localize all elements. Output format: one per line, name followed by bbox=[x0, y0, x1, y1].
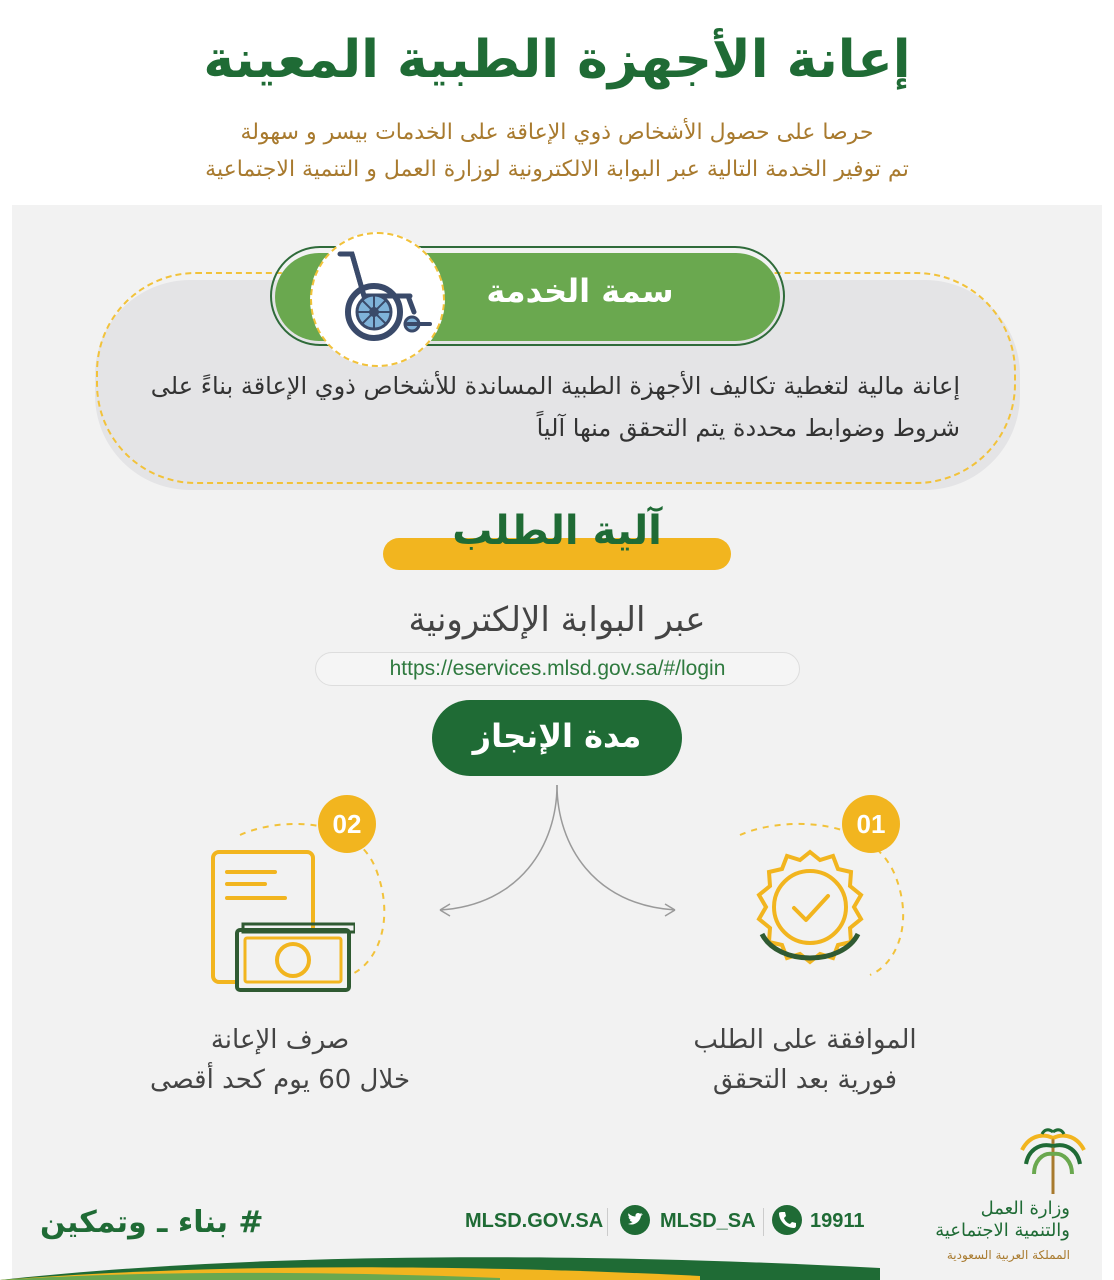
wheelchair-icon-circle bbox=[310, 232, 445, 367]
portal-label: عبر البوابة الإلكترونية bbox=[408, 600, 706, 640]
portal-url-link[interactable]: https://eservices.mlsd.gov.sa/#/login bbox=[315, 652, 800, 686]
payment-document-icon bbox=[205, 848, 355, 996]
website-link[interactable]: MLSD.GOV.SA bbox=[465, 1210, 604, 1232]
step1-number-badge: 01 bbox=[842, 795, 900, 853]
hashtag: # بناء ـ وتمكين bbox=[40, 1205, 264, 1240]
footer-divider bbox=[763, 1208, 764, 1236]
ministry-line2: والتنمية الاجتماعية bbox=[935, 1220, 1070, 1241]
page-title: إعانة الأجهزة الطبية المعينة bbox=[203, 30, 911, 90]
approval-badge-icon bbox=[748, 846, 872, 970]
wheelchair-icon bbox=[312, 234, 443, 365]
ministry-name bbox=[910, 1198, 1070, 1242]
step2-text bbox=[120, 1020, 440, 1100]
footer-wave bbox=[0, 1248, 1114, 1280]
service-label: سمة الخدمة bbox=[486, 272, 674, 310]
ministry-line1: وزارة العمل bbox=[980, 1198, 1070, 1219]
step2-line2: خلال 60 يوم كحد أقصى bbox=[149, 1065, 411, 1095]
twitter-icon bbox=[620, 1205, 650, 1235]
duration-label: مدة الإنجاز bbox=[432, 700, 682, 776]
step2-number-badge: 02 bbox=[318, 795, 376, 853]
ministry-logo-icon bbox=[1018, 1128, 1088, 1196]
mechanism-title: آلية الطلب bbox=[452, 508, 662, 554]
footer-divider bbox=[607, 1208, 608, 1236]
step2-line1: صرف الإعانة bbox=[210, 1025, 350, 1055]
phone-number[interactable]: 19911 bbox=[810, 1210, 865, 1232]
phone-icon bbox=[772, 1205, 802, 1235]
step1-line1: الموافقة على الطلب bbox=[693, 1025, 917, 1055]
header bbox=[0, 0, 1114, 205]
subtitle-line1: حرصا على حصول الأشخاص ذوي الإعاقة على الخدمات بيسر و سهولة bbox=[240, 120, 874, 145]
twitter-handle[interactable]: MLSD_SA bbox=[660, 1210, 756, 1232]
ministry-country: المملكة العربية السعودية bbox=[946, 1248, 1070, 1262]
subtitle-line2: تم توفير الخدمة التالية عبر البوابة الالكترونية لوزارة العمل و التنمية الاجتماعية bbox=[205, 157, 909, 182]
step1-line2: فورية بعد التحقق bbox=[712, 1065, 898, 1095]
service-description: إعانة مالية لتغطية تكاليف الأجهزة الطبية المساندة للأشخاص ذوي الإعاقة بناءً على شروط وضوابط محددة يتم التحقق منها آلياً bbox=[150, 372, 960, 442]
branch-arrows bbox=[420, 785, 700, 925]
step1-text bbox=[640, 1020, 970, 1100]
